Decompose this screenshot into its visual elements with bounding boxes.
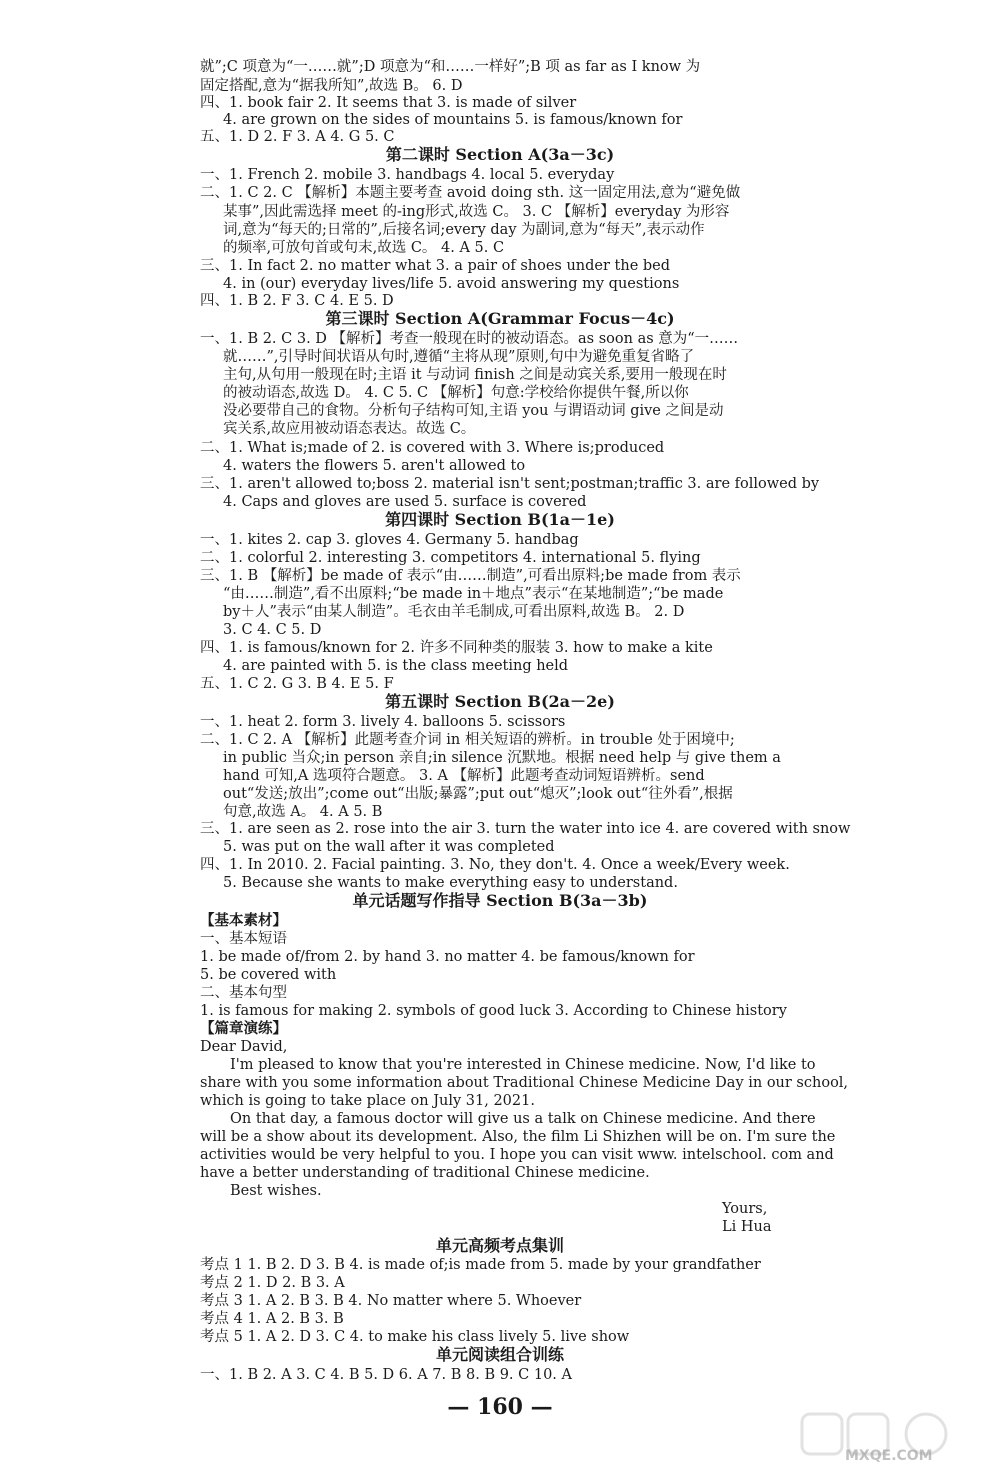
text-line: 一、1. French 2. mobile 3. handbags 4. local 5. everyday <box>200 167 615 183</box>
text-line: 四、1. is famous/known for 2. 许多不同种类的服装 3. how to make a kite <box>200 640 713 656</box>
text-line: 没必要带自己的食物。分析句子结构可知,主语 you 与谓语动词 give 之间是动 <box>223 403 724 419</box>
text-line: 的被动语态,故选 D。 4. C 5. C 【解析】句意:学校给你提供午餐,所以你 <box>223 385 689 401</box>
text-line: 一、1. heat 2. form 3. lively 4. balloons 5. scissors <box>200 714 566 730</box>
text-line: 主句,从句用一般现在时;主语 it 与动词 finish 之间是动宾关系,要用一般现在时 <box>223 367 727 383</box>
text-line: hand 可知,A 选项符合题意。 3. A 【解析】此题考查动词短语辨析。send <box>223 768 705 784</box>
text-line: 三、1. In fact 2. no matter what 3. a pair of shoes under the bed <box>200 258 671 274</box>
text-line: 考点 1 1. B 2. D 3. B 4. is made of;is made from 5. made by your grandfather <box>200 1257 761 1273</box>
text-line: 二、1. colorful 2. interesting 3. competitors 4. international 5. flying <box>200 550 701 566</box>
section-heading: 第二课时 Section A(3a－3c) <box>385 145 615 164</box>
letter-line: will be a show about its development. Also, the film Li Shizhen will be on. I'm sure the <box>200 1129 836 1145</box>
watermark-text: MXQE.COM <box>845 1448 933 1464</box>
text-line: 3. C 4. C 5. D <box>223 622 322 638</box>
text-line: 考点 5 1. A 2. D 3. C 4. to make his class lively 5. live show <box>200 1329 630 1345</box>
letter-salutation: Dear David, <box>200 1039 288 1055</box>
text-line: 考点 4 1. A 2. B 3. B <box>200 1311 344 1327</box>
letter-closing: Best wishes. <box>230 1183 322 1199</box>
section-heading: 第五课时 Section B(2a－2e) <box>385 692 615 711</box>
section-heading: 第三课时 Section A(Grammar Focus－4c) <box>325 309 675 328</box>
letter-line: which is going to take place on July 31, 2021. <box>200 1093 535 1109</box>
text-line: 就”;C 项意为“一……就”;D 项意为“和……一样好”;B 项 as far as I know 为 <box>200 59 701 75</box>
text-line: 四、1. B 2. F 3. C 4. E 5. D <box>200 293 394 309</box>
letter-line: have a better understanding of traditional Chinese medicine. <box>200 1165 650 1181</box>
section-heading: 单元话题写作指导 Section B(3a－3b) <box>352 891 648 910</box>
text-line: 就……”,引导时间状语从句时,遵循“主将从现”原则,句中为避免重复省略了 <box>223 349 695 365</box>
text-line: 二、基本句型 <box>200 985 287 1001</box>
text-line: 句意,故选 A。 4. A 5. B <box>223 804 383 820</box>
text-line: 5. Because she wants to make everything easy to understand. <box>223 875 678 891</box>
text-line: 二、1. C 2. C 【解析】本题主要考查 avoid doing sth. 这一固定用法,意为“避免做 <box>200 185 741 201</box>
text-line: 三、1. aren't allowed to;boss 2. material isn't sent;postman;traffic 3. are followed by <box>200 476 820 492</box>
text-line: 一、1. B 2. A 3. C 4. B 5. D 6. A 7. B 8. B 9. C 10. A <box>200 1367 572 1383</box>
text-line: 五、1. D 2. F 3. A 4. G 5. C <box>200 129 395 145</box>
text-line: 一、1. kites 2. cap 3. gloves 4. Germany 5. handbag <box>200 532 579 548</box>
text-line: 四、1. book fair 2. It seems that 3. is made of silver <box>200 95 577 111</box>
text-line: 二、1. C 2. A 【解析】此题考查介词 in 相关短语的辨析。in trouble 处于困境中; <box>200 732 735 748</box>
text-line: 词,意为“每天的;日常的”,后接名词;every day 为副词,意为“每天”,表示动作 <box>223 222 705 238</box>
text-line: 4. are painted with 5. is the class meeting held <box>223 658 569 674</box>
text-line: in public 当众;in person 亲自;in silence 沉默地。根据 need help 与 give them a <box>223 750 781 766</box>
text-line: 宾关系,故应用被动语态表达。故选 C。 <box>223 421 476 437</box>
letter-line: On that day, a famous doctor will give us a talk on Chinese medicine. And there <box>230 1111 816 1127</box>
text-line: 的频率,可放句首或句末,故选 C。 4. A 5. C <box>223 240 505 256</box>
text-line: 某事”,因此需选择 meet 的-ing形式,故选 C。 3. C 【解析】everyday 为形容 <box>223 204 730 220</box>
text-line: 三、1. are seen as 2. rose into the air 3. turn the water into ice 4. are covered with snow <box>200 821 851 837</box>
letter-line: I'm pleased to know that you're interested in Chinese medicine. Now, I'd like to <box>230 1057 816 1073</box>
text-line: 一、基本短语 <box>200 931 287 947</box>
text-line: 4. Caps and gloves are used 5. surface is covered <box>223 494 587 510</box>
text-line: 固定搭配,意为“据我所知”,故选 B。 6. D <box>200 78 463 94</box>
letter-signoff: Yours, <box>722 1201 768 1217</box>
text-line: by＋人”表示“由某人制造”。毛衣由羊毛制成,可看出原料,故选 B。 2. D <box>223 604 685 620</box>
text-line: 1. be made of/from 2. by hand 3. no matter 4. be famous/known for <box>200 949 695 965</box>
text-line: 4. are grown on the sides of mountains 5. is famous/known for <box>223 112 683 128</box>
letter-line: activities would be very helpful to you. I hope you can visit www. intelschool. com and <box>200 1147 834 1163</box>
text-line: “由……制造”,看不出原料;“be made in＋地点”表示“在某地制造”;“be made <box>223 586 724 602</box>
text-line: 【基本素材】 <box>200 912 287 929</box>
section-heading: 单元高频考点集训 <box>435 1236 564 1255</box>
text-line: 1. is famous for making 2. symbols of good luck 3. According to Chinese history <box>200 1003 787 1019</box>
section-heading: 第四课时 Section B(1a－1e) <box>385 510 615 529</box>
text-line: 4. waters the flowers 5. aren't allowed to <box>223 458 526 474</box>
letter-line: share with you some information about Traditional Chinese Medicine Day in our school, <box>200 1075 849 1091</box>
text-line: 考点 3 1. A 2. B 3. B 4. No matter where 5. Whoever <box>200 1293 582 1309</box>
text-line: 5. was put on the wall after it was completed <box>223 839 555 855</box>
text-line: 考点 2 1. D 2. B 3. A <box>200 1275 345 1291</box>
text-line: 二、1. What is;made of 2. is covered with 3. Where is;produced <box>200 440 665 456</box>
text-line: 4. in (our) everyday lives/life 5. avoid answering my questions <box>223 276 680 292</box>
text-line: 三、1. B 【解析】be made of 表示“由……制造”,可看出原料;be made from 表示 <box>200 568 741 584</box>
text-line: 【篇章演练】 <box>200 1020 287 1037</box>
text-line: 四、1. In 2010. 2. Facial painting. 3. No, they don't. 4. Once a week/Every week. <box>200 857 790 873</box>
text-line: 5. be covered with <box>200 967 337 983</box>
section-heading: 单元阅读组合训练 <box>435 1345 564 1364</box>
page-number: — 160 — <box>447 1394 553 1420</box>
text-line: 一、1. B 2. C 3. D 【解析】考查一般现在时的被动语态。as soon as 意为“一…… <box>200 331 739 347</box>
letter-signature: Li Hua <box>722 1219 772 1235</box>
text-line: 五、1. C 2. G 3. B 4. E 5. F <box>200 676 394 692</box>
text-line: out“发送;放出”;come out“出版;暴露”;put out“熄灭”;look out“往外看”,根据 <box>223 786 733 802</box>
